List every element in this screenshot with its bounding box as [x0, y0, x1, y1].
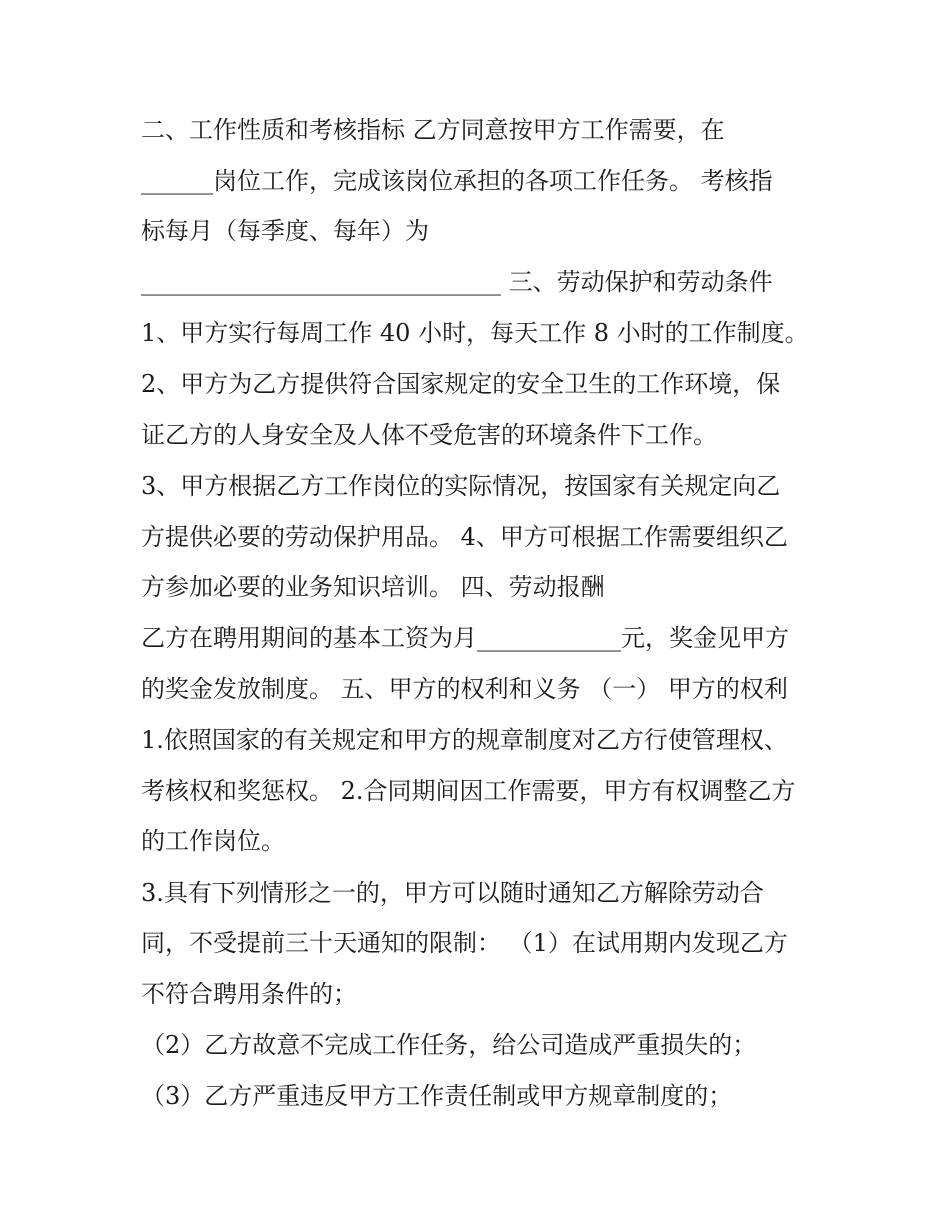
- text-line: 证乙方的人身安全及人体不受危害的环境条件下工作。: [141, 421, 717, 449]
- text-line: （2）乙方故意不完成工作任务，给公司造成严重损失的；: [141, 1031, 757, 1059]
- text-line: 二、工作性质和考核指标 乙方同意按甲方工作需要，在: [141, 116, 725, 144]
- text-line: 标每月（每季度、每年）为: [141, 217, 429, 245]
- text-line: 3.具有下列情形之一的，甲方可以随时通知乙方解除劳动合: [141, 879, 764, 907]
- text-line: 2、甲方为乙方提供符合国家规定的安全卫生的工作环境，保: [141, 370, 781, 398]
- text-line: 的工作岗位。: [141, 827, 285, 855]
- text-line: 1、甲方实行每周工作 40 小时，每天工作 8 小时的工作制度。: [141, 319, 809, 347]
- text-line: 不符合聘用条件的；: [141, 980, 357, 1008]
- text-line: 方提供必要的劳动保护用品。 4、甲方可根据工作需要组织乙: [141, 523, 788, 551]
- text-line: ______岗位工作，完成该岗位承担的各项工作任务。 考核指: [141, 167, 773, 195]
- text-line: 的奖金发放制度。 五、甲方的权利和义务 （一） 甲方的权利: [141, 675, 788, 703]
- text-line: （3）乙方严重违反甲方工作责任制或甲方规章制度的；: [141, 1082, 733, 1110]
- text-line: 同，不受提前三十天通知的限制： （1）在试用期内发现乙方: [141, 929, 788, 957]
- text-line: 3、甲方根据乙方工作岗位的实际情况，按国家有关规定向乙: [141, 472, 781, 500]
- text-line: 考核权和奖惩权。 2.合同期间因工作需要，甲方有权调整乙方: [141, 777, 796, 805]
- text-line: 方参加必要的业务知识培训。 四、劳动报酬: [141, 573, 605, 601]
- text-line: 乙方在聘用期间的基本工资为月____________元，奖金见甲方: [141, 624, 789, 652]
- text-line: ______________________________ 三、劳动保护和劳动条件: [141, 268, 773, 296]
- text-line: 1.依照国家的有关规定和甲方的规章制度对乙方行使管理权、: [141, 726, 788, 754]
